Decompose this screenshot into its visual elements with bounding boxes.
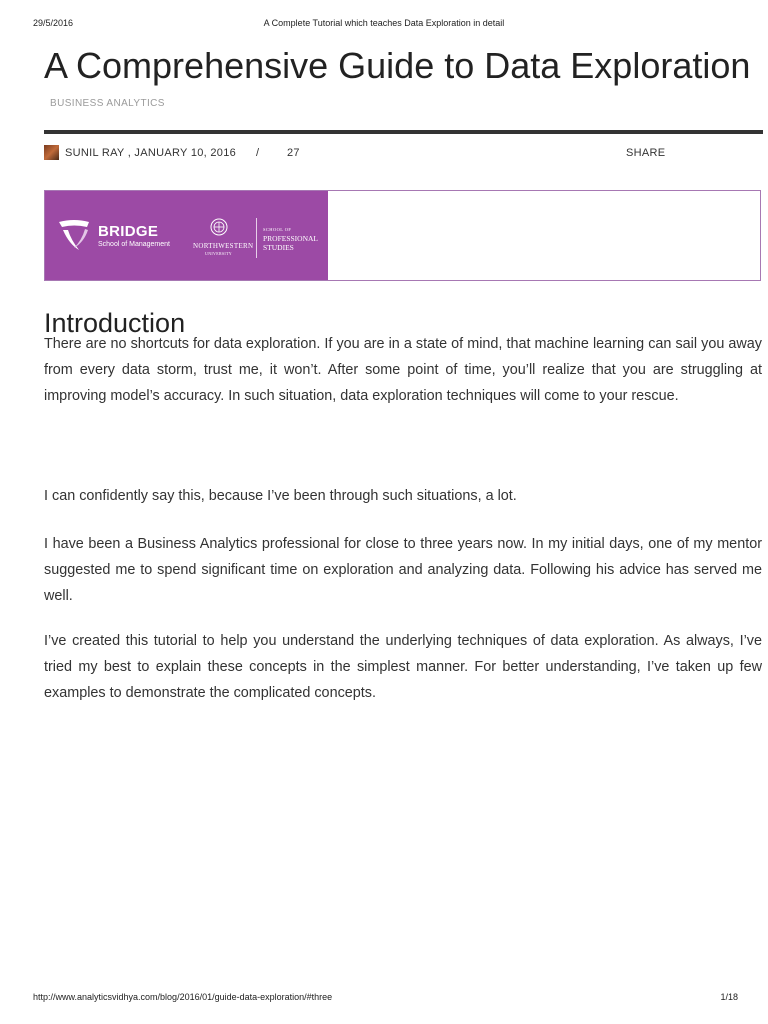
article-meta: [44, 144, 763, 164]
ad-divider: [256, 218, 257, 258]
print-header: [33, 18, 735, 32]
title-divider: [44, 130, 763, 134]
bridge-logo-icon: [57, 218, 91, 252]
meta-separator: /: [256, 147, 260, 159]
paragraph: I can confidently say this, because I’ve been through such situations, a lot.: [44, 488, 517, 504]
page-number: 1/18: [720, 992, 738, 1002]
print-date: 29/5/2016: [33, 18, 74, 28]
ad-school-line2: STUDIES: [263, 243, 294, 252]
category-link[interactable]: BUSINESS ANALYTICS: [50, 98, 165, 109]
ad-partner-subtitle: UNIVERSITY: [205, 251, 232, 256]
ad-partner-name: NORTHWESTERN: [193, 242, 254, 250]
section-heading: Introduction: [44, 308, 186, 338]
paragraph: I’ve created this tutorial to help you understand the underlying techniques of data exploration. As always, I’ve tried my best to explain these concepts in the simplest manner. For better understanding, I’ve taken up few examples to demonstrate the complicated concepts.: [44, 633, 762, 701]
ad-brand-subtitle: School of Management: [98, 241, 170, 248]
article-title: A Comprehensive Guide to Data Exploration: [44, 45, 751, 86]
author-date-link[interactable]: SUNIL RAY , JANUARY 10, 2016: [65, 147, 237, 159]
ad-school-line1: PROFESSIONAL: [263, 234, 319, 243]
paragraph: I have been a Business Analytics professional for close to three years now. In my initial days, one of my mentor suggested me to spend significant time on exploration and analyzing data. Following his advice has served me well.: [44, 536, 762, 604]
share-button[interactable]: SHARE: [626, 147, 666, 159]
banner-ad-frame: [44, 190, 761, 281]
comment-count-link[interactable]: 27: [287, 147, 300, 159]
banner-ad[interactable]: [45, 191, 328, 280]
paragraph: There are no shortcuts for data exploration. If you are in a state of mind, that machine learning can sail you away from every data storm, trust me, it won’t. After some point of time, you’ll realize that you are struggling at improving model’s accuracy. In such situation, data exploration techniques will come to your rescue.: [44, 336, 762, 404]
print-document-title: A Complete Tutorial which teaches Data Exploration in detail: [263, 18, 505, 28]
university-seal-icon: [210, 218, 228, 236]
author-avatar: [44, 145, 59, 160]
print-footer: [33, 992, 738, 1006]
ad-brand-name: BRIDGE: [98, 223, 159, 240]
source-url[interactable]: http://www.analyticsvidhya.com/blog/2016/01/guide-data-exploration/#three: [33, 992, 333, 1002]
ad-school-prefix: SCHOOL OF: [263, 227, 292, 232]
